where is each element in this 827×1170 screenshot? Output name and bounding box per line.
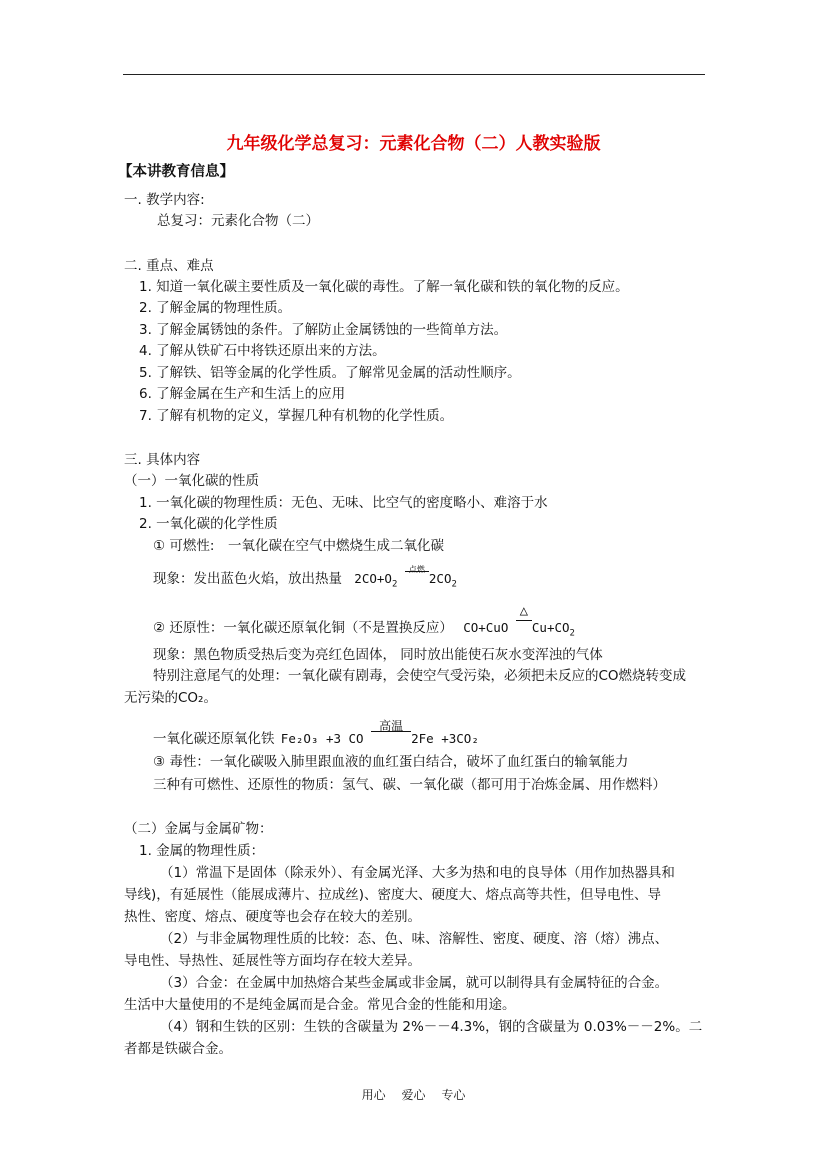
para-3-line-2: 生活中大量使用的不是纯金属而是合金。常见合金的性能和用途。 (124, 997, 516, 1013)
equation-co-fe2o3 (280, 719, 479, 746)
eq1-arrow (405, 565, 429, 588)
para-4-line-1: （4）钢和生铁的区别：生铁的含碳量为 2%－－4.3%，钢的含碳量为 0.03%－－2%。二 (160, 1019, 703, 1035)
eq3-condition: 高温 (379, 719, 404, 733)
eq1-left: 2CO+O (354, 571, 392, 586)
three-substances: 三种有可燃性、还原性的物质：氢气、碳、一氧化碳（都可用于冶炼金属、用作燃料） (153, 777, 666, 793)
s1-content: 总复习：元素化合物（二） (157, 213, 319, 229)
eq1-left-sub: 2 (391, 579, 398, 590)
eq1-right-sub: 2 (451, 579, 457, 590)
s2-item-5: 5. 了解铁、铝等金属的化学性质。了解常见金属的活动性顺序。 (139, 365, 521, 381)
equation-co-combustion (354, 565, 457, 590)
page-title: 九年级化学总复习：元素化合物（二）人教实验版 (226, 134, 601, 154)
s2-heading: 二. 重点、难点 (124, 258, 214, 274)
s2-item-2: 2. 了解金属的物理性质。 (139, 300, 292, 316)
eq2-right-sub: 2 (569, 628, 575, 639)
phenomenon-1-text: 现象：发出蓝色火焰，放出热量 (153, 571, 342, 587)
footer-word-1: 用心 (361, 1088, 386, 1102)
equation-co-cuo (463, 603, 575, 639)
eq2-right: Cu+CO (531, 620, 570, 635)
s2-item-7: 7. 了解有机物的定义，掌握几种有机物的化学性质。 (139, 408, 454, 424)
exhaust-note-2: 无污染的CO₂。 (124, 690, 217, 706)
s2-item-6: 6. 了解金属在生产和生活上的应用 (139, 386, 346, 402)
phenomenon-1 (153, 565, 457, 594)
header-rule (123, 74, 705, 75)
co-chemical: 2. 一氧化碳的化学性质 (139, 516, 278, 532)
eq3-left: Fe₂O₃ +3 CO (280, 731, 364, 746)
para-1-line-3: 热性、密度、熔点、硬度等也会存在较大的差别。 (124, 909, 421, 925)
part1-heading: （一）一氧化碳的性质 (124, 473, 259, 489)
section-header: 【本讲教育信息】 (118, 164, 234, 180)
co-reducing-text: ② 还原性：一氧化碳还原氧化铜（不是置换反应） (153, 620, 453, 636)
phenomenon-2: 现象：黑色物质受热后变为亮红色固体， 同时放出能使石灰水变浑浊的气体 (153, 647, 603, 663)
eq1-right: 2CO (428, 571, 452, 586)
para-3-line-1: （3）合金：在金属中加热熔合某些金属或非金属，就可以制得具有金属特征的合金。 (160, 975, 669, 991)
s2-item-4: 4. 了解从铁矿石中将铁还原出来的方法。 (139, 343, 386, 359)
co-flammable: ① 可燃性: 一氧化碳在空气中燃烧生成二氧化碳 (153, 538, 444, 554)
eq1-condition: 点燃 (408, 565, 425, 574)
para-4-line-2: 者都是铁碳合金。 (124, 1041, 232, 1057)
para-1-line-1: （1）常温下是固体（除汞外）、有金属光泽、大多为热和电的良导体（用作加热器具和 (160, 865, 675, 881)
eq2-left: CO+CuO (463, 620, 509, 635)
para-2-line-2: 导电性、导热性、延展性等方面均存在较大差异。 (124, 953, 421, 969)
eq3-arrow (371, 719, 411, 748)
footer-word-3: 专心 (441, 1088, 466, 1102)
eq2-arrow (516, 603, 532, 637)
s3-heading: 三. 具体内容 (124, 452, 201, 468)
co-fe2o3 (153, 719, 479, 748)
para-2-line-1: （2）与非金属物理性质的比较：态、色、味、溶解性、密度、硬度、溶（熔）沸点、 (160, 931, 669, 947)
co-toxicity: ③ 毒性：一氧化碳吸入肺里跟血液的血红蛋白结合，破坏了血红蛋白的输氧能力 (153, 754, 629, 770)
eq2-condition: △ (519, 603, 529, 619)
footer-word-2: 爱心 (401, 1088, 426, 1102)
para-1-line-2: 导线)，有延展性（能展成薄片、拉成丝)、密度大、硬度大、熔点高等共性，但导电性、导 (124, 887, 662, 903)
co-reducing (153, 603, 575, 643)
eq3-right: 2Fe +3CO₂ (411, 731, 479, 746)
s2-item-3: 3. 了解金属锈蚀的条件。了解防止金属锈蚀的一些简单方法。 (139, 322, 508, 338)
s1-heading: 一. 教学内容: (124, 192, 205, 208)
metal-physical: 1. 金属的物理性质： (139, 843, 265, 859)
s2-item-1: 1. 知道一氧化碳主要性质及一氧化碳的毒性。了解一氧化碳和铁的氧化物的反应。 (139, 279, 629, 295)
part2-heading: （二）金属与金属矿物： (124, 821, 273, 837)
exhaust-note-1: 特别注意尾气的处理：一氧化碳有剧毒，会使空气受污染，必须把未反应的CO燃烧转变成 (153, 668, 687, 684)
co-physical: 1. 一氧化碳的物理性质：无色、无味、比空气的密度略小、难溶于水 (139, 495, 548, 511)
co-fe2o3-text: 一氧化碳还原氧化铁 (153, 731, 275, 747)
page-footer (0, 1086, 827, 1103)
